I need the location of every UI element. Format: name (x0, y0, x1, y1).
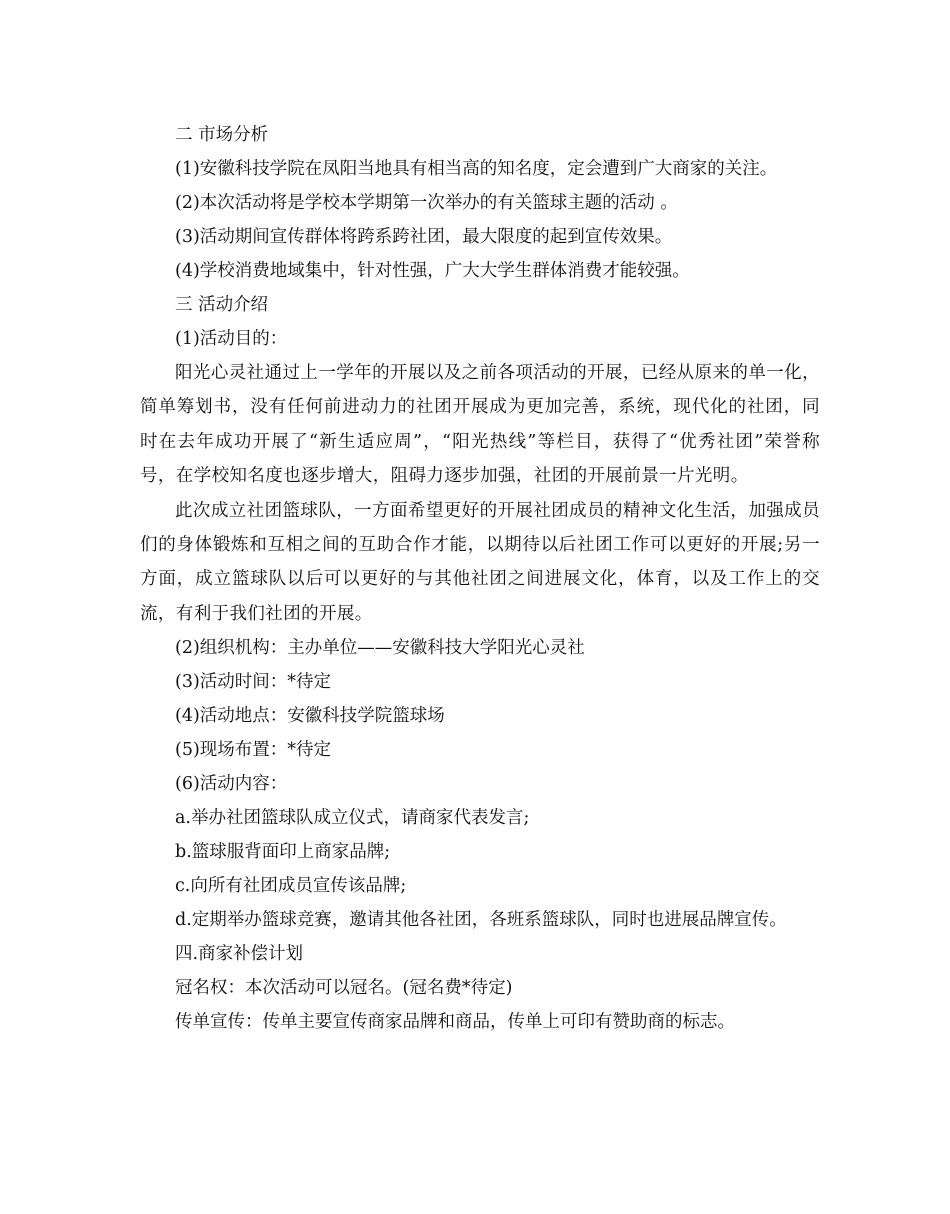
naming-rights-item: 冠名权：本次活动可以冠名。(冠名费*待定) (175, 978, 513, 999)
activity-content-heading: (6)活动内容： (175, 774, 288, 795)
organizer-item: (2)组织机构：主办单位——安徽科技大学阳光心灵社 (175, 638, 585, 659)
paragraph-text: 此次成立社团篮球队，一方面希望更好的开展社团成员的精神文化生活，加强成员们的身体锻炼和互相之间的互助合作才能，以期待以后社团工作可以更好的开展;另一方面，成立篮球队以后可以更好的与其他社团之间进展文化，体育，以及工作上的交流，有利于我们社团的开展。 (140, 500, 820, 624)
market-point-3: (3)活动期间宣传群体将跨系跨社团，最大限度的起到宣传效果。 (175, 227, 673, 247)
activity-time-item: (3)活动时间：*待定 (175, 672, 332, 693)
section-heading-compensation: 四.商家补偿计划 (175, 944, 304, 965)
activity-content-c: c.向所有社团成员宣传该品牌; (175, 876, 407, 897)
section-heading-market-analysis: 二 市场分析 (175, 125, 269, 145)
market-point-4: (4)学校消费地域集中，针对性强，广大大学生群体消费才能较强。 (175, 261, 690, 281)
market-point-2: (2)本次活动将是学校本学期第一次举办的有关篮球主题的活动 。 (175, 193, 678, 213)
market-point-1: (1)安徽科技学院在凤阳当地具有相当高的知名度，定会遭到广大商家的关注。 (175, 159, 778, 179)
document-body (140, 118, 820, 1039)
activity-location-item: (4)活动地点：安徽科技学院篮球场 (175, 706, 445, 727)
venue-setup-item: (5)现场布置：*待定 (175, 740, 332, 761)
activity-content-d: d.定期举办篮球竞赛，邀请其他各社团，各班系篮球队，同时也进展品牌宣传。 (175, 910, 787, 931)
activity-content-a: a.举办社团篮球队成立仪式，请商家代表发言; (175, 808, 530, 829)
activity-purpose-paragraph (140, 356, 820, 494)
flyer-promotion-item: 传单宣传：传单主要宣传商家品牌和商品，传单上可印有赞助商的标志。 (175, 1012, 735, 1033)
paragraph-text: 阳光心灵社通过上一学年的开展以及之前各项活动的开展，已经从原来的单一化，简单筹划书，没有任何前进动力的社团开展成为更加完善，系统，现代化的社团，同时在去年成功开展了“新生适应周”，“阳光热线”等栏目，获得了“优秀社团”荣誉称号，在学校知名度也逐步增大，阻碍力逐步加强，社团的开展前景一片光明。 (140, 363, 820, 487)
activity-content-b: b.篮球服背面印上商家品牌; (175, 842, 391, 863)
section-heading-activity-intro: 三 活动介绍 (175, 295, 269, 315)
activity-purpose-heading: (1)活动目的： (175, 329, 288, 349)
basketball-team-paragraph (140, 494, 820, 632)
